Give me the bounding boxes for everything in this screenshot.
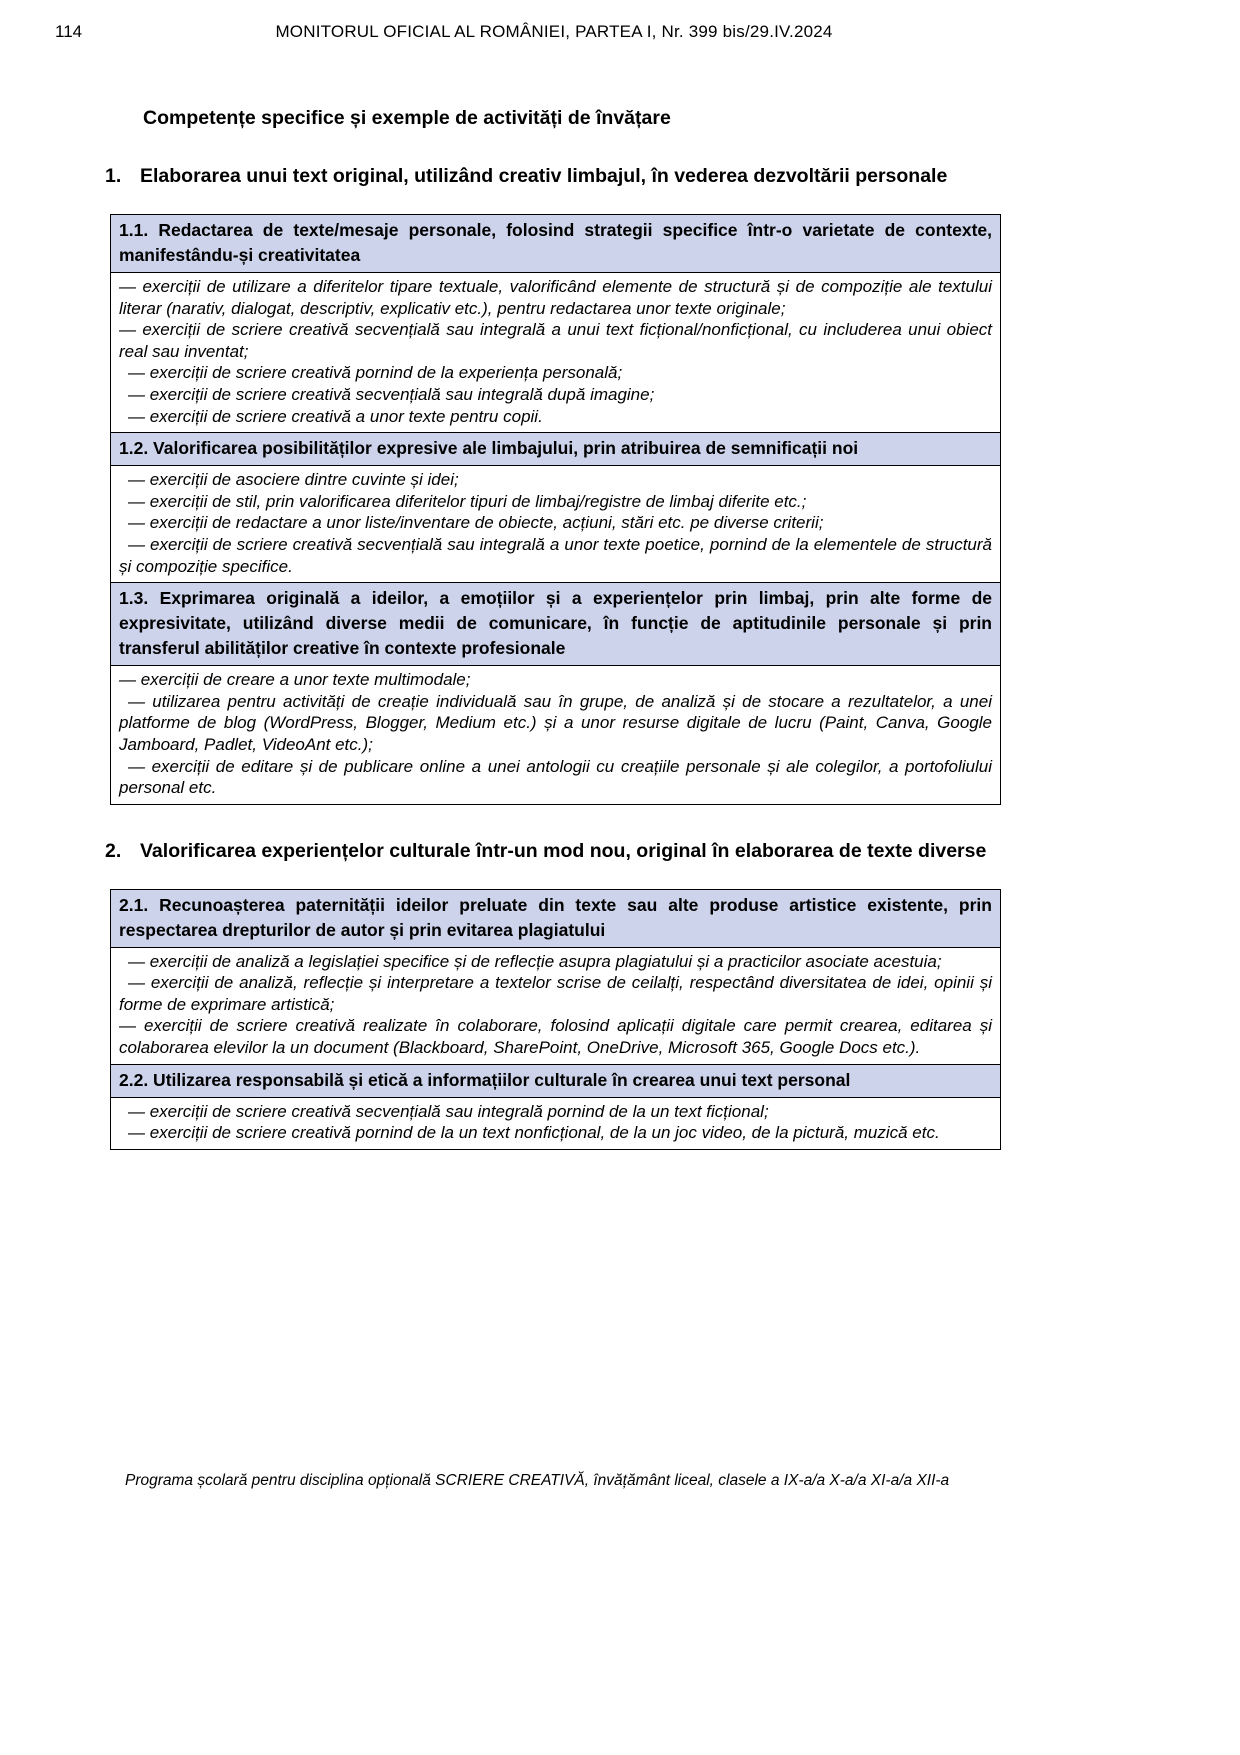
competences-table — [110, 889, 1001, 1150]
activity-item: — exerciții de stil, prin valorificarea diferitelor tipuri de limbaj/registre de limbaj diferite etc.; — [128, 491, 807, 511]
activity-item: — exerciții de utilizare a diferitelor tipare textuale, valorificând elemente de structură și de compoziție ale textului literar (narativ, dialogat, descriptiv, explicativ etc.), pentru redactarea unor texte originale; — [119, 277, 992, 318]
competence-header-row — [111, 433, 1001, 466]
competence-header-row — [111, 215, 1001, 273]
activity-item: — exerciții de redactare a unor liste/inventare de obiecte, acțiuni, stări etc. pe diverse criterii; — [128, 513, 824, 533]
document-title: Competențe specifice și exemple de activități de învățare — [143, 107, 671, 129]
competence-title: 1.1. Redactarea de texte/mesaje personale, folosind strategii specifice într-o varietate de contexte, manifestându-și creativitatea — [111, 215, 1001, 273]
activity-item: — exerciții de scriere creativă secvențială sau integrală a unui text ficțional/nonficțional, cu includerea unui obiect real sau inventat; — [119, 320, 992, 361]
section — [105, 837, 1003, 1150]
activity-item: — exerciții de editare și de publicare online a unei antologii cu creațiile personale și ale colegilor, a portofoliului personal etc. — [119, 756, 992, 798]
section-heading — [105, 837, 1003, 865]
activities-cell — [111, 947, 1001, 1064]
activity-item: — utilizarea pentru activități de creație individuală sau în grupe, de analiză și de stocare a rezultatelor, a unei platforme de blog (WordPress, Blogger, Medium etc.) și a unor resurse digitale de lucru (Paint, Canva, Google Jamboard, Padlet, VideoAnt etc.); — [119, 691, 992, 754]
activity-item: — exerciții de scriere creativă pornind de la un text nonficțional, de la un joc video, de la pictură, muzică etc. — [128, 1123, 940, 1143]
section-heading — [105, 162, 1003, 190]
competence-title: 2.2. Utilizarea responsabilă și etică a informațiilor culturale în crearea unui text personal — [111, 1064, 1001, 1097]
activity-item: — exerciții de analiză a legislației specifice și de reflecție asupra plagiatului și a practicilor asociate acestuia; — [128, 951, 942, 971]
activity-item: — exerciții de scriere creativă secvențială sau integrală pornind de la un text ficțional; — [128, 1101, 769, 1121]
activity-item: — exerciții de asociere dintre cuvinte și idei; — [128, 470, 459, 490]
competence-header-row — [111, 1064, 1001, 1097]
activity-item: — exerciții de scriere creativă a unor texte pentru copii. — [128, 406, 543, 426]
activity-item: — exerciții de scriere creativă pornind de la experiența personală; — [128, 363, 623, 383]
document-content — [105, 107, 1003, 1182]
sections — [105, 162, 1003, 1150]
activity-item: — exerciții de scriere creativă realizate în colaborare, folosind aplicații digitale care permit crearea, editarea și colaborarea elevilor la un document (Blackboard, SharePoint, OneDrive, Microsoft 365, Google Docs etc.). — [119, 1016, 992, 1058]
competence-activities-row — [111, 273, 1001, 433]
activity-item: — exerciții de scriere creativă secvențială sau integrală a unor texte poetice, pornind de la elementele de structură și compoziție specifice. — [119, 534, 992, 576]
gazette-header-title: MONITORUL OFICIAL AL ROMÂNIEI, PARTEA I, Nr. 399 bis/29.IV.2024 — [275, 22, 833, 41]
activities-cell — [111, 273, 1001, 433]
section-heading-text: Valorificarea experiențelor culturale într-un mod nou, original în elaborarea de texte diverse — [140, 839, 987, 862]
page-header — [55, 22, 1003, 42]
activity-item: — exerciții de creare a unor texte multimodale; — [119, 670, 471, 690]
competence-title: 1.3. Exprimarea originală a ideilor, a emoțiilor și a experiențelor prin limbaj, prin alte forme de expresivitate, utilizând diverse medii de comunicare, în funcție de aptitudinile personale și prin transferul abilităților creative în contexte profesionale — [111, 583, 1001, 666]
competence-activities-row — [111, 666, 1001, 805]
competence-header-row — [111, 889, 1001, 947]
activity-item: — exerciții de scriere creativă secvențială sau integrală după imagine; — [128, 384, 655, 404]
section-heading-text: Elaborarea unui text original, utilizând creativ limbajul, în vederea dezvoltării personale — [140, 165, 948, 187]
activities-cell — [111, 1097, 1001, 1149]
activities-cell — [111, 466, 1001, 583]
section-number: 2. — [105, 839, 122, 862]
competence-activities-row — [111, 1097, 1001, 1149]
competence-header-row — [111, 583, 1001, 666]
section — [105, 162, 1003, 805]
competences-table — [110, 214, 1001, 805]
competence-title: 2.1. Recunoașterea paternității ideilor preluate din texte sau alte produse artistice existente, prin respectarea drepturilor de autor și prin evitarea plagiatului — [111, 889, 1001, 947]
competence-activities-row — [111, 947, 1001, 1064]
competence-activities-row — [111, 466, 1001, 583]
activities-cell — [111, 666, 1001, 805]
page-number: 114 — [55, 22, 83, 41]
competence-title: 1.2. Valorificarea posibilităților expresive ale limbajului, prin atribuirea de semnificații noi — [111, 433, 1001, 466]
activity-item: — exerciții de analiză, reflecție și interpretare a textelor scrise de ceilalți, respectând diversitatea de idei, opinii și forme de exprimare artistică; — [119, 973, 992, 1014]
page-footer: Programa școlară pentru disciplina opțională SCRIERE CREATIVĂ, învățământ liceal, clasele a IX-a/a X-a/a XI-a/a XII-a — [125, 1472, 950, 1489]
section-number: 1. — [105, 165, 122, 187]
